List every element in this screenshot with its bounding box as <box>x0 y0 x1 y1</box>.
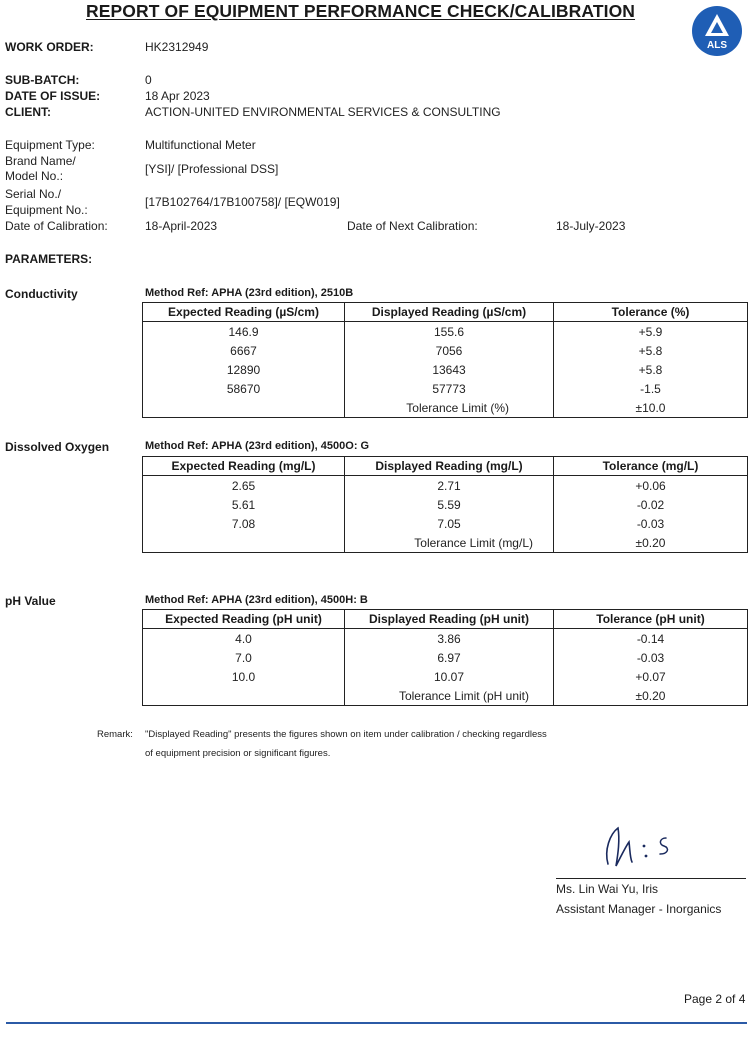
displayed-cell: 3.86 <box>345 629 554 649</box>
tolerance-cell: +0.07 <box>554 667 748 686</box>
tolerance-limit-row <box>143 533 748 553</box>
column-header: Displayed Reading (µS/cm) <box>345 303 554 322</box>
signatory-position: Assistant Manager - Inorganics <box>556 902 722 916</box>
table-row <box>143 648 748 667</box>
expected-cell: 58670 <box>143 379 345 398</box>
serial-label-line1: Serial No./ <box>5 187 62 201</box>
expected-cell: 5.61 <box>143 495 345 514</box>
calibration-date-label: Date of Calibration: <box>5 219 108 233</box>
tolerance-limit-value: ±10.0 <box>554 398 748 418</box>
empty-cell <box>143 533 345 553</box>
client-label: CLIENT: <box>5 105 51 119</box>
expected-cell: 10.0 <box>143 667 345 686</box>
expected-cell: 2.65 <box>143 476 345 496</box>
calibration-date-value: 18-April-2023 <box>145 219 218 233</box>
column-header: Expected Reading (µS/cm) <box>143 303 345 322</box>
remark-line2: of equipment precision or significant figures. <box>145 748 331 759</box>
displayed-cell: 2.71 <box>345 476 554 496</box>
tolerance-cell: +5.8 <box>554 360 748 379</box>
date-of-issue-label: DATE OF ISSUE: <box>5 89 101 103</box>
table-row <box>143 629 748 649</box>
tolerance-cell: +5.9 <box>554 322 748 342</box>
empty-cell <box>143 686 345 706</box>
report-title: REPORT OF EQUIPMENT PERFORMANCE CHECK/CALIBRATION <box>86 1 636 21</box>
page-number: Page 2 of 4 <box>684 992 746 1006</box>
work-order-label: WORK ORDER: <box>5 40 94 54</box>
logo-text: ALS <box>707 40 727 51</box>
serial-value: [17B102764/17B100758]/ [EQW019] <box>145 195 340 209</box>
table-row <box>143 322 748 342</box>
sub-batch-value: 0 <box>145 73 152 87</box>
ph-table <box>142 609 748 706</box>
footer-rule <box>6 1022 747 1024</box>
expected-cell: 7.0 <box>143 648 345 667</box>
next-calibration-label: Date of Next Calibration: <box>347 219 478 233</box>
displayed-cell: 57773 <box>345 379 554 398</box>
tolerance-cell: -0.14 <box>554 629 748 649</box>
expected-cell: 7.08 <box>143 514 345 533</box>
column-header: Displayed Reading (mg/L) <box>345 457 554 476</box>
client-value: ACTION-UNITED ENVIRONMENTAL SERVICES & CONSULTING <box>145 105 501 119</box>
table-row <box>143 360 748 379</box>
table-row <box>143 379 748 398</box>
next-calibration-value: 18-July-2023 <box>556 219 626 233</box>
displayed-cell: 7056 <box>345 341 554 360</box>
ph-value-label: pH Value <box>5 594 56 608</box>
table-header-row <box>143 457 748 476</box>
brand-label-line1: Brand Name/ <box>5 154 76 168</box>
serial-label-line2: Equipment No.: <box>5 203 88 217</box>
displayed-cell: 155.6 <box>345 322 554 342</box>
tolerance-cell: -0.03 <box>554 648 748 667</box>
tolerance-cell: -1.5 <box>554 379 748 398</box>
table-row <box>143 495 748 514</box>
tolerance-limit-row <box>143 398 748 418</box>
parameters-label: PARAMETERS: <box>5 252 93 266</box>
signature-line <box>556 878 746 879</box>
displayed-cell: 13643 <box>345 360 554 379</box>
signature-image <box>596 820 680 870</box>
sub-batch-label: SUB-BATCH: <box>5 73 80 87</box>
expected-cell: 146.9 <box>143 322 345 342</box>
equipment-type-value: Multifunctional Meter <box>145 138 256 152</box>
table-header-row <box>143 303 748 322</box>
empty-cell <box>143 398 345 418</box>
expected-cell: 12890 <box>143 360 345 379</box>
ph-method: Method Ref: APHA (23rd edition), 4500H: B <box>145 594 368 606</box>
als-logo <box>688 5 746 57</box>
dissolved-oxygen-table <box>142 456 748 553</box>
table-row <box>143 341 748 360</box>
expected-cell: 6667 <box>143 341 345 360</box>
brand-label-line2: Model No.: <box>5 169 64 183</box>
remark-label: Remark: <box>97 729 133 740</box>
table-row <box>143 476 748 496</box>
tolerance-limit-value: ±0.20 <box>554 686 748 706</box>
column-header: Tolerance (%) <box>554 303 748 322</box>
tolerance-cell: -0.02 <box>554 495 748 514</box>
date-of-issue-value: 18 Apr 2023 <box>145 89 210 103</box>
conductivity-method: Method Ref: APHA (23rd edition), 2510B <box>145 287 354 299</box>
column-header: Expected Reading (mg/L) <box>143 457 345 476</box>
tolerance-limit-label: Tolerance Limit (mg/L) <box>345 533 554 553</box>
conductivity-table <box>142 302 748 418</box>
tolerance-cell: +0.06 <box>554 476 748 496</box>
dissolved-oxygen-method: Method Ref: APHA (23rd edition), 4500O: G <box>145 440 370 452</box>
displayed-cell: 6.97 <box>345 648 554 667</box>
table-row <box>143 667 748 686</box>
tolerance-cell: +5.8 <box>554 341 748 360</box>
tolerance-limit-row <box>143 686 748 706</box>
table-row <box>143 514 748 533</box>
tolerance-cell: -0.03 <box>554 514 748 533</box>
equipment-type-label: Equipment Type: <box>5 138 95 152</box>
column-header: Tolerance (mg/L) <box>554 457 748 476</box>
tolerance-limit-label: Tolerance Limit (%) <box>345 398 554 418</box>
displayed-cell: 10.07 <box>345 667 554 686</box>
signatory-name: Ms. Lin Wai Yu, Iris <box>556 882 659 896</box>
tolerance-limit-label: Tolerance Limit (pH unit) <box>345 686 554 706</box>
column-header: Tolerance (pH unit) <box>554 610 748 629</box>
dissolved-oxygen-label: Dissolved Oxygen <box>5 440 110 454</box>
conductivity-label: Conductivity <box>5 287 78 301</box>
work-order-value: HK2312949 <box>145 40 209 54</box>
tolerance-limit-value: ±0.20 <box>554 533 748 553</box>
column-header: Expected Reading (pH unit) <box>143 610 345 629</box>
displayed-cell: 7.05 <box>345 514 554 533</box>
brand-value: [YSI]/ [Professional DSS] <box>145 162 279 176</box>
expected-cell: 4.0 <box>143 629 345 649</box>
table-header-row <box>143 610 748 629</box>
column-header: Displayed Reading (pH unit) <box>345 610 554 629</box>
displayed-cell: 5.59 <box>345 495 554 514</box>
remark-line1: "Displayed Reading" presents the figures shown on item under calibration / checking regardless <box>145 729 547 740</box>
